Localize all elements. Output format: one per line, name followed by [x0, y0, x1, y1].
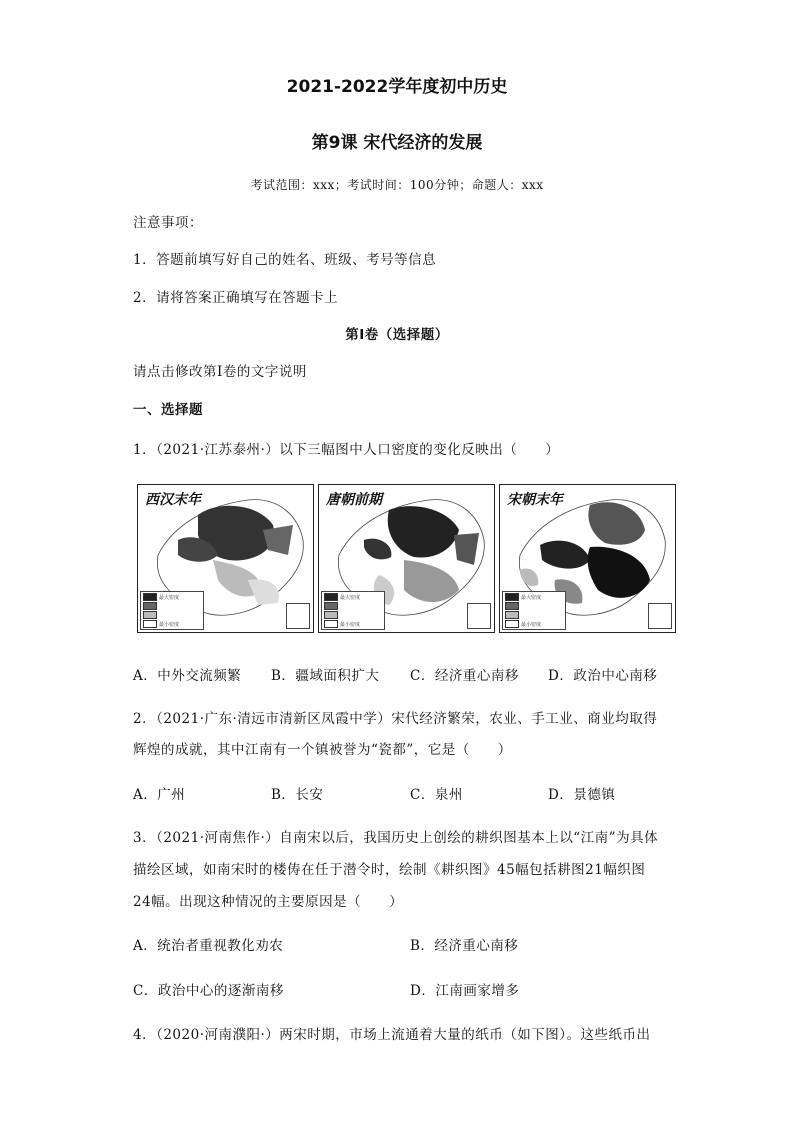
- south-china-sea-inset: [467, 603, 491, 629]
- question-3-stem-line-3: 24幅。出现这种情况的主要原因是（ ）: [133, 894, 404, 910]
- population-map-late-song: [499, 484, 676, 633]
- map-title: 西汉末年: [143, 489, 203, 509]
- legend-max: 最大密度: [159, 594, 180, 601]
- q1-option-d[interactable]: D．政治中心南移: [548, 668, 658, 684]
- question-3-stem-line-2: 描绘区域，如南宋时的楼俦在任于潜令时，绘制《耕织图》45幅包括耕图21幅织图: [133, 862, 646, 878]
- legend-max: 最大密度: [340, 594, 361, 601]
- q3-option-b[interactable]: B．经济重心南移: [410, 938, 519, 954]
- lesson-title: 第9课 宋代经济的发展: [311, 133, 483, 153]
- volume-note: 请点击修改第I卷的文字说明: [133, 364, 307, 380]
- question-2-stem-line-1: 2．（2021·广东·清远市清新区凤霞中学）宋代经济繁荣，农业、手工业、商业均取得: [133, 711, 658, 727]
- population-map-early-tang: [318, 484, 495, 633]
- map-legend: [321, 591, 385, 630]
- exam-info: 考试范围：xxx；考试时间：100分钟；命题人：xxx: [250, 178, 544, 192]
- q2-option-a[interactable]: A．广州: [133, 787, 186, 803]
- q1-option-a[interactable]: A．中外交流频繁: [133, 668, 242, 684]
- south-china-sea-inset: [286, 603, 310, 629]
- notes-heading: 注意事项：: [133, 215, 203, 231]
- q3-option-a[interactable]: A．统治者重视教化劝农: [133, 938, 284, 954]
- q2-option-c[interactable]: C．泉州: [410, 787, 463, 803]
- legend-min: 最小密度: [340, 621, 361, 628]
- q2-option-b[interactable]: B．长安: [271, 787, 324, 803]
- population-map-western-han: [137, 484, 314, 633]
- q1-option-b[interactable]: B．疆域面积扩大: [271, 668, 380, 684]
- part-title: 一、选择题: [133, 402, 203, 418]
- q1-option-c[interactable]: C．经济重心南移: [410, 668, 519, 684]
- document-title: 2021-2022学年度初中历史: [286, 77, 508, 97]
- south-china-sea-inset: [648, 603, 672, 629]
- map-legend: [140, 591, 204, 630]
- map-title: 唐朝前期: [324, 489, 384, 509]
- q3-option-d[interactable]: D．江南画家增多: [410, 983, 520, 999]
- map-legend: [502, 591, 566, 630]
- q3-option-c[interactable]: C．政治中心的逐渐南移: [133, 983, 284, 999]
- note-item-1: 1．答题前填写好自己的姓名、班级、考号等信息: [133, 252, 437, 268]
- map-title: 宋朝末年: [505, 489, 565, 509]
- question-3-stem-line-1: 3．（2021·河南焦作·）自南宋以后，我国历史上创绘的耕织图基本上以“江南”为具体: [133, 830, 659, 846]
- legend-min: 最小密度: [521, 621, 542, 628]
- volume-title: 第I卷（选择题）: [345, 327, 449, 343]
- note-item-2: 2．请将答案正确填写在答题卡上: [133, 290, 339, 306]
- legend-max: 最大密度: [521, 594, 542, 601]
- q2-option-d[interactable]: D．景德镇: [548, 787, 616, 803]
- legend-min: 最小密度: [159, 621, 180, 628]
- question-1-stem: 1．（2021·江苏泰州·）以下三幅图中人口密度的变化反映出（ ）: [133, 442, 560, 458]
- question-2-stem-line-2: 辉煌的成就，其中江南有一个镇被誉为“瓷都”，它是（ ）: [133, 742, 512, 758]
- question-4-stem: 4．（2020·河南濮阳·）两宋时期，市场上流通着大量的纸币（如下图）。这些纸币出: [133, 1027, 651, 1043]
